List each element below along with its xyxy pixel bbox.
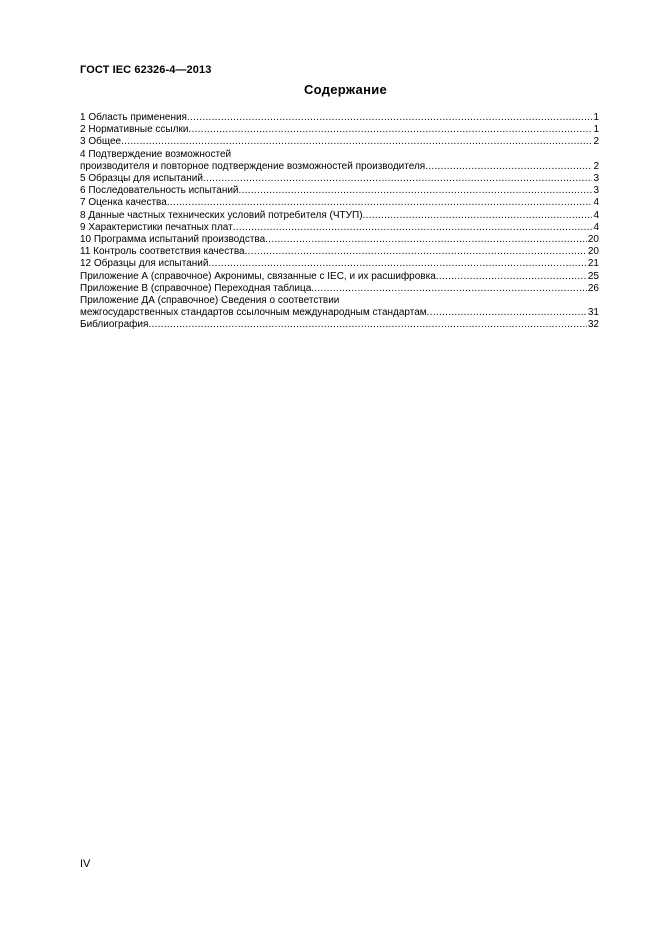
toc-entry-label: Приложение А (справочное) Акронимы, связанные с IEC, и их расшифровка (80, 270, 436, 282)
toc-entry-page: 25 (587, 270, 599, 282)
toc-entry-page: 2 (593, 160, 599, 172)
toc-entry[interactable] (80, 124, 599, 136)
toc-entry-page: 20 (587, 234, 599, 246)
dot-leader (436, 271, 587, 283)
toc-entry-label: 1 Область применения (80, 112, 187, 123)
toc-entry-label: 10 Программа испытаний производства (80, 234, 266, 246)
dot-leader (245, 246, 587, 258)
dot-leader (187, 112, 592, 124)
toc-entry-page: 31 (587, 307, 599, 319)
toc-entry[interactable] (80, 295, 599, 307)
toc-entry-label: 5 Образцы для испытаний (80, 173, 203, 185)
toc-entry[interactable] (80, 319, 599, 331)
toc-entry-page: 3 (593, 185, 599, 197)
dot-leader (265, 234, 587, 246)
toc-entry-label: Приложение ДА (справочное) Сведения о соответствии (80, 295, 340, 307)
dot-leader (208, 258, 586, 270)
toc-entry-page: 26 (587, 282, 599, 294)
dot-leader (425, 161, 592, 173)
toc-entry-label: 3 Общее (80, 136, 122, 148)
dot-leader (311, 283, 587, 295)
toc-entry-label: 12 Образцы для испытаний (80, 258, 209, 270)
toc-entry-label: 8 Данные частных технических условий потребителя (ЧТУП) (80, 209, 363, 221)
document-header: ГОСТ IEC 62326-4—2013 (80, 64, 212, 76)
toc-entry[interactable] (80, 307, 599, 319)
table-of-contents (80, 112, 599, 332)
toc-entry-label: 4 Подтверждение возможностей (80, 148, 232, 160)
toc-entry[interactable] (80, 173, 599, 185)
toc-entry[interactable] (80, 136, 599, 148)
dot-leader (427, 307, 587, 319)
toc-entry[interactable] (80, 234, 599, 246)
toc-entry-page: 4 (593, 221, 599, 233)
toc-entry[interactable] (80, 271, 599, 283)
toc-entry-page: 20 (587, 246, 599, 258)
toc-entry-page: 21 (587, 258, 599, 270)
toc-entry-label: 2 Нормативные ссылки (80, 124, 189, 136)
toc-entry-page: 32 (587, 319, 599, 331)
toc-entry-label: 7 Оценка качества (80, 197, 167, 209)
page-title: Содержание (303, 82, 388, 97)
toc-entry-page: 2 (593, 136, 599, 148)
toc-entry[interactable] (80, 197, 599, 209)
dot-leader (239, 185, 593, 197)
toc-entry[interactable] (80, 112, 599, 124)
toc-entry-label: 9 Характеристики печатных плат (80, 221, 233, 233)
toc-entry-label: 6 Последовательность испытаний (80, 185, 239, 197)
toc-entry-label: Приложение В (справочное) Переходная таблица (80, 282, 312, 294)
dot-leader (148, 319, 586, 331)
toc-entry-label: Библиография (80, 319, 149, 331)
toc-entry-page: 4 (593, 197, 599, 209)
dot-leader (363, 210, 593, 222)
toc-entry-label: производителя и повторное подтверждение возможностей производителя (80, 160, 426, 172)
toc-entry[interactable] (80, 210, 599, 222)
dot-leader (203, 173, 593, 185)
toc-entry[interactable] (80, 283, 599, 295)
toc-entry[interactable] (80, 246, 599, 258)
toc-entry[interactable] (80, 161, 599, 173)
dot-leader (121, 136, 592, 148)
toc-entry-page: 4 (593, 209, 599, 221)
toc-entry-page: 1 (593, 112, 599, 123)
toc-entry[interactable] (80, 149, 599, 161)
toc-entry-label: 11 Контроль соответствия качества (80, 246, 245, 258)
toc-entry[interactable] (80, 185, 599, 197)
dot-leader (167, 197, 593, 209)
page-number: IV (80, 858, 91, 870)
toc-entry-page: 1 (593, 124, 599, 136)
toc-entry[interactable] (80, 258, 599, 270)
toc-entry-label: межгосударственных стандартов ссылочным международным стандартам (80, 307, 427, 319)
toc-entry-page: 3 (593, 173, 599, 185)
dot-leader (188, 124, 592, 136)
dot-leader (233, 222, 593, 234)
toc-entry[interactable] (80, 222, 599, 234)
